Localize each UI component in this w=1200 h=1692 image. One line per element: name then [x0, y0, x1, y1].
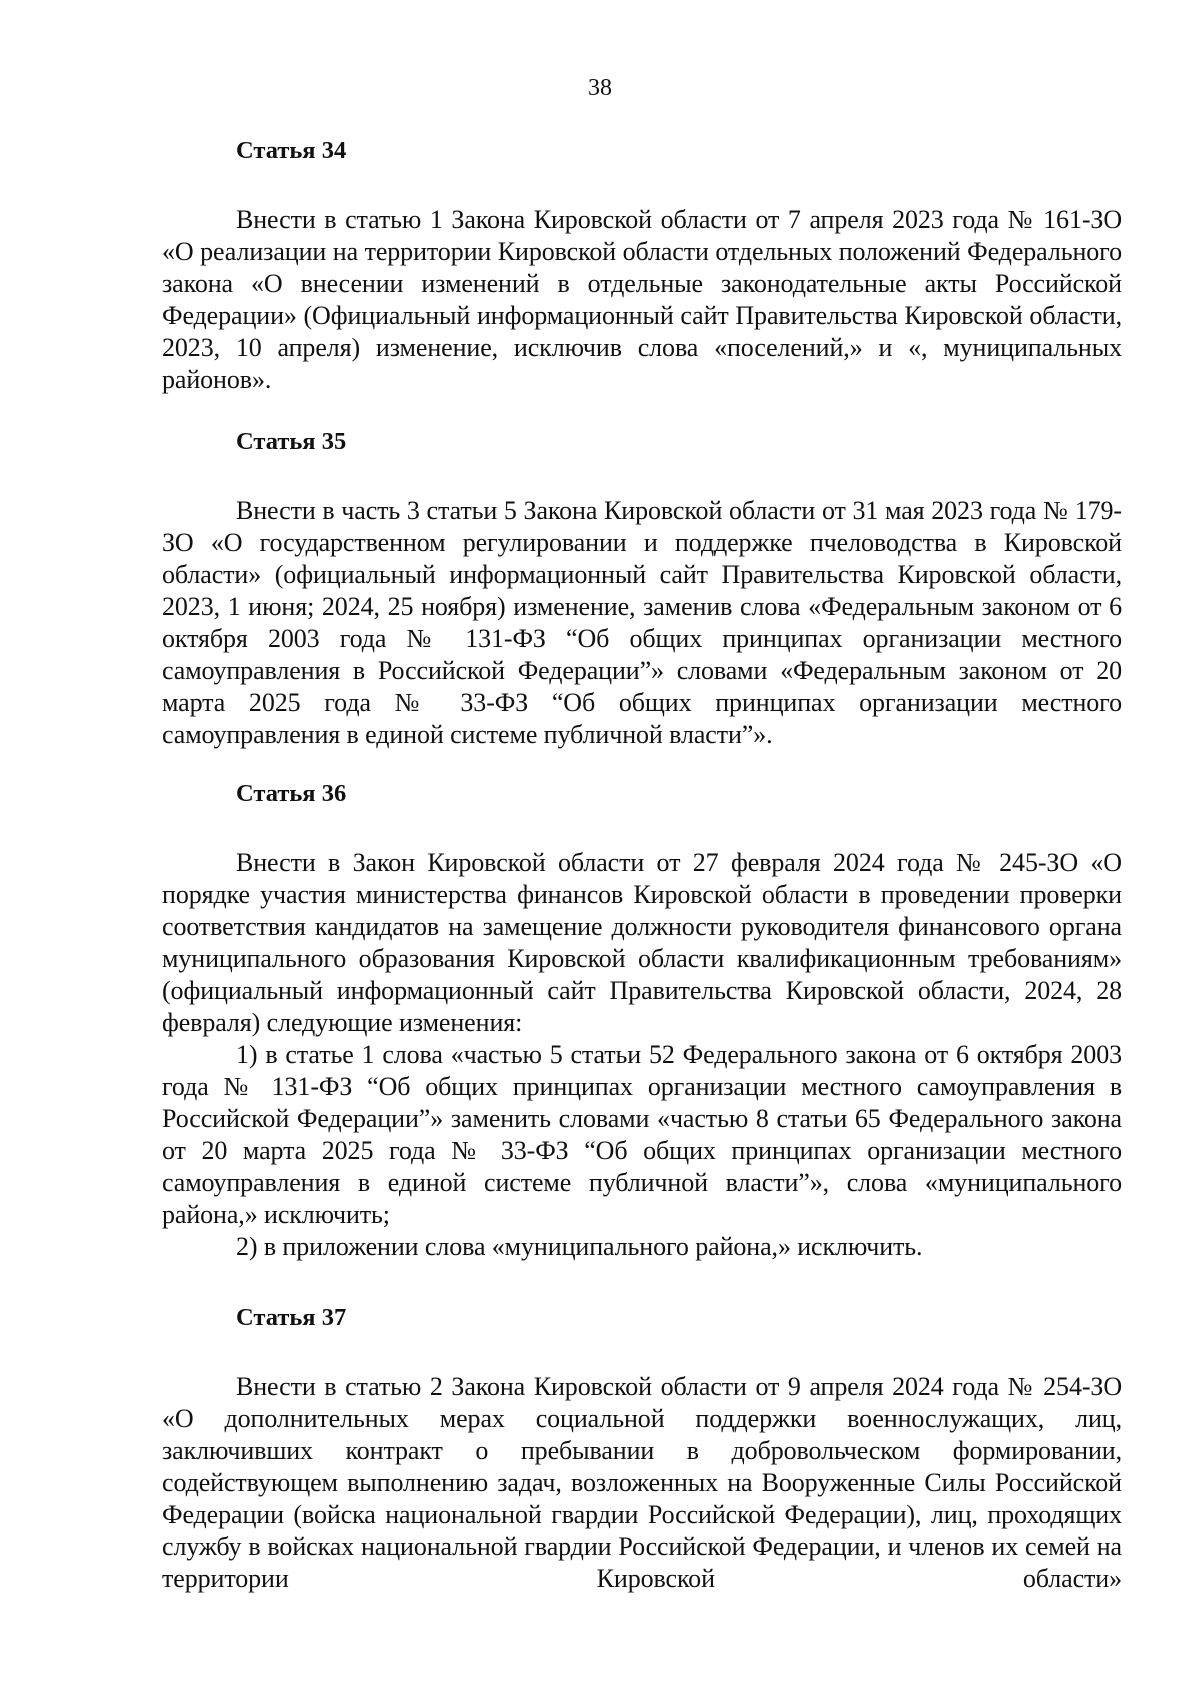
page-number: 38 [588, 75, 612, 101]
article-title: Статья 36 [236, 780, 347, 807]
article-body [162, 204, 1122, 396]
article-body [162, 495, 1122, 751]
article-title: Статья 37 [236, 1304, 347, 1331]
article-body [162, 847, 1122, 1263]
article-paragraph: Внести в статью 1 Закона Кировской области от 7 апреля 2023 года № 161-ЗО «О реализации на территории Кировской области отдельных положений Федерального закона «О внесении изменений в отдельные законодательные акты Российской Федерации» (Официальный информационный сайт Правительства Кировской области, 2023, 10 апреля) изменение, исключив слова «поселений,» и «, муниципальных районов». [162, 204, 1122, 394]
article-paragraph: Внести в статью 2 Закона Кировской области от 9 апреля 2024 года № 254-ЗО «О дополнительных мерах социальной поддержки военнослужащих, лиц, заключивших контракт о пребывании в добровольческом формировании, содействующем выполнению задач, возложенных на Вооруженные Силы Российской Федерации (войска национальной гвардии Российской Федерации), лиц, проходящих службу в войсках национальной гвардии Российской Федерации, и членов их семей на территории Кировской области» [162, 1371, 1122, 1593]
article-35 [162, 430, 1122, 751]
article-title: Статья 35 [236, 428, 347, 455]
article-37 [162, 1306, 1122, 1595]
article-paragraph: Внести в Закон Кировской области от 27 февраля 2024 года № 245-ЗО «О порядке участия министерства финансов Кировской области в проведении проверки соответствия кандидатов на замещение должности руководителя финансового органа муниципального образования Кировской области квалификационным требованиям» (официальный информационный сайт Правительства Кировской области, 2024, 28 февраля) следующие изменения: [162, 847, 1122, 1037]
article-body [162, 1371, 1122, 1595]
article-list-item: 2) в приложении слова «муниципального района,» исключить. [236, 1231, 923, 1261]
article-36 [162, 782, 1122, 1263]
article-title: Статья 34 [236, 137, 347, 164]
article-34 [162, 139, 1122, 396]
article-list-item: 1) в статье 1 слова «частью 5 статьи 52 Федерального закона от 6 октября 2003 года № 131-ФЗ “Об общих принципах организации местного самоуправления в Российской Федерации”» заменить словами «частью 8 статьи 65 Федерального закона от 20 марта 2025 года № 33-ФЗ “Об общих принципах организации местного самоуправления в единой системе публичной власти”», слова «муниципального района,» исключить; [162, 1039, 1122, 1229]
article-paragraph: Внести в часть 3 статьи 5 Закона Кировской области от 31 мая 2023 года № 179-ЗО «О государственном регулировании и поддержке пчеловодства в Кировской области» (официальный информационный сайт Правительства Кировской области, 2023, 1 июня; 2024, 25 ноября) изменение, заменив слова «Федеральным законом от 6 октября 2003 года № 131-ФЗ “Об общих принципах организации местного самоуправления в Российской Федерации”» словами «Федеральным законом от 20 марта 2025 года № 33-ФЗ “Об общих принципах организации местного самоуправления в единой системе публичной власти”». [162, 495, 1122, 749]
